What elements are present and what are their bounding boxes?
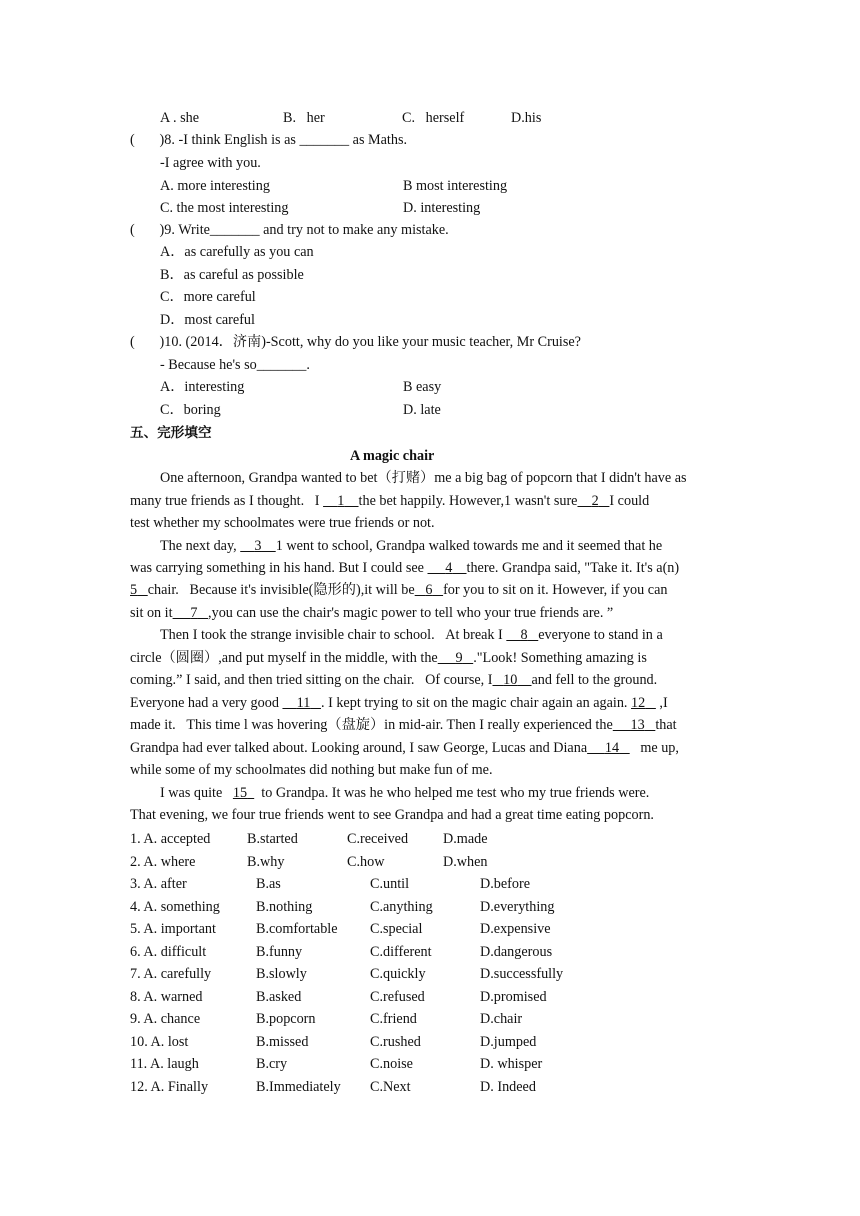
passage-line: 5 chair. Because it's invisible(隐形的),it will be 6 for you to sit on it. However, if you can [130,582,668,598]
answer-5-option-a: 5. A. important [130,921,216,937]
option-a: A . she [160,110,200,126]
blank-8: 8 [520,627,528,643]
answer-6-option-b: B.funny [256,943,303,960]
question-8-option-c: C. the most interesting [160,200,289,216]
blank-6: 6 [425,582,433,598]
answer-6-option-c: C.different [370,943,432,960]
blank-12: 12 [631,695,646,711]
blank-13: 13 [630,717,645,733]
blank-1: 1 [337,493,345,509]
answer-2-option-a: 2. A. where [130,853,196,870]
passage-line: circle（圆圈）,and put myself in the middle, with the 9 ."Look! Something amazing is [130,650,647,666]
passage-line: was carrying something in his hand. But I could see 4 there. Grandpa said, "Take it. It's a(n) [130,560,680,576]
option-d: D.his [511,110,542,126]
answer-9-option-a: 9. A. chance [130,1011,201,1027]
answer-3-option-b: B.as [256,876,281,892]
answer-7-option-a: 7. A. carefully [130,966,212,982]
question-8-reply: -I agree with you. [160,155,261,171]
answer-6-option-a: 6. A. difficult [130,943,207,960]
answer-3-option-a: 3. A. after [130,876,187,892]
blank-4: 4 [445,560,453,576]
answer-8-option-a: 8. A. warned [130,988,203,1005]
answer-7-option-c: C.quickly [370,966,426,982]
blank-5: 5 [130,582,138,598]
passage-line: while some of my schoolmates did nothing but make fun of me. [130,762,493,778]
passage-line: sit on it 7 ,you can use the chair's magic power to tell who your true friends are. ” [130,605,614,621]
answer-10-option-a: 10. A. lost [130,1033,189,1050]
passage-line: One afternoon, Grandpa wanted to bet（打赌）me a big bag of popcorn that I didn't have as [160,470,687,486]
question-10-option-a: A．interesting [160,379,245,395]
question-10-stem: ( )10. (2014．济南)-Scott, why do you like your music teacher, Mr Cruise? [130,334,581,350]
blank-10: 10 [503,672,518,688]
question-10-option-b: B easy [403,379,442,395]
answer-7-option-b: B.slowly [256,966,307,982]
answer-9-option-d: D.chair [480,1011,523,1027]
answer-12-option-b: B.Immediately [256,1078,341,1095]
question-10-option-d: D. late [403,402,441,418]
answer-1-option-b: B.started [247,831,298,847]
answer-5-option-c: C.special [370,921,423,937]
answer-10-option-d: D.jumped [480,1033,537,1050]
question-9-stem: ( )9. Write_______ and try not to make any mistake. [130,222,449,238]
answer-2-option-c: C.how [347,853,385,870]
answer-11-option-d: D. whisper [480,1056,543,1072]
question-9-option-d: D．most careful [160,312,255,328]
passage-line: test whether my schoolmates were true friends or not. [130,515,435,531]
answer-11-option-a: 11. A. laugh [130,1056,199,1072]
passage-line: The next day, 3 1 went to school, Grandpa walked towards me and it seemed that he [160,538,663,554]
blank-2: 2 [591,493,599,509]
answer-8-option-b: B.asked [256,988,302,1005]
question-10-option-c: C．boring [160,402,221,418]
blank-15: 15 [232,785,248,801]
passage-line: Grandpa had ever talked about. Looking around, I saw George, Lucas and Diana 14 me up, [130,740,679,756]
option-b: B. her [283,110,325,126]
answer-10-option-b: B.missed [256,1033,309,1050]
answer-2-option-d: D.when [443,853,488,870]
answer-9-option-c: C.friend [370,1011,417,1027]
answer-5-option-d: D.expensive [480,921,551,937]
passage-line: coming.” I said, and then tried sitting on the chair. Of course, I 10 and fell to the ground. [130,672,658,688]
answer-11-option-c: C.noise [370,1056,413,1072]
answer-5-option-b: B.comfortable [256,921,338,937]
answer-9-option-b: B.popcorn [256,1011,316,1027]
answer-8-option-c: C.refused [370,988,425,1005]
section-heading: 五、完形填空 [130,425,212,441]
answer-7-option-d: D.successfully [480,966,564,982]
answer-6-option-d: D.dangerous [480,943,553,960]
answer-1-option-c: C.received [347,831,409,847]
answer-4-option-b: B.nothing [256,898,313,915]
passage-line: I was quite 15 to Grandpa. It was he who helped me test who my true friends were. [160,785,650,801]
blank-11: 11 [296,695,311,711]
answer-4-option-a: 4. A. something [130,898,220,915]
answer-10-option-c: C.rushed [370,1033,421,1050]
passage-line: That evening, we four true friends went to see Grandpa and had a great time eating popcorn. [130,807,654,823]
question-9-option-a: A．as carefully as you can [160,244,314,260]
answer-12-option-c: C.Next [370,1078,411,1095]
question-9-option-b: B．as careful as possible [160,267,304,283]
blank-3: 3 [254,538,262,554]
passage-line: Then I took the strange invisible chair to school. At break I 8 everyone to stand in a [160,627,663,643]
passage-title: A magic chair [350,448,435,464]
question-8-option-d: D. interesting [403,200,481,216]
answer-1-option-a: 1. A. accepted [130,831,211,847]
passage-line: many true friends as I thought. I 1 the bet happily. However,1 wasn't sure 2 I could [130,493,650,509]
answer-2-option-b: B.why [247,853,285,870]
answer-12-option-d: D. Indeed [480,1078,536,1095]
question-10-reply: - Because he's so_______. [160,357,310,373]
passage-line: Everyone had a very good 11 . I kept trying to sit on the magic chair again an again. 12 ,I [130,695,668,711]
passage-line: made it. This time l was hovering（盘旋）in mid-air. Then I really experienced the 13 that [130,717,677,733]
answer-3-option-c: C.until [370,876,410,892]
question-8-option-b: B most interesting [403,178,508,194]
question-8-stem: ( )8. -I think English is as _______ as Maths. [130,132,408,148]
blank-9: 9 [455,650,463,666]
answer-11-option-b: B.cry [256,1056,288,1072]
question-9-option-c: C．more careful [160,289,256,305]
option-c: C. herself [402,110,465,126]
answer-1-option-d: D.made [443,831,488,847]
answer-8-option-d: D.promised [480,988,547,1005]
answer-4-option-d: D.everything [480,898,555,915]
answer-12-option-a: 12. A. Finally [130,1078,209,1095]
blank-7: 7 [190,605,198,621]
answer-3-option-d: D.before [480,876,531,892]
answer-4-option-c: C.anything [370,898,433,915]
blank-14: 14 [604,740,620,756]
question-8-option-a: A. more interesting [160,178,270,194]
